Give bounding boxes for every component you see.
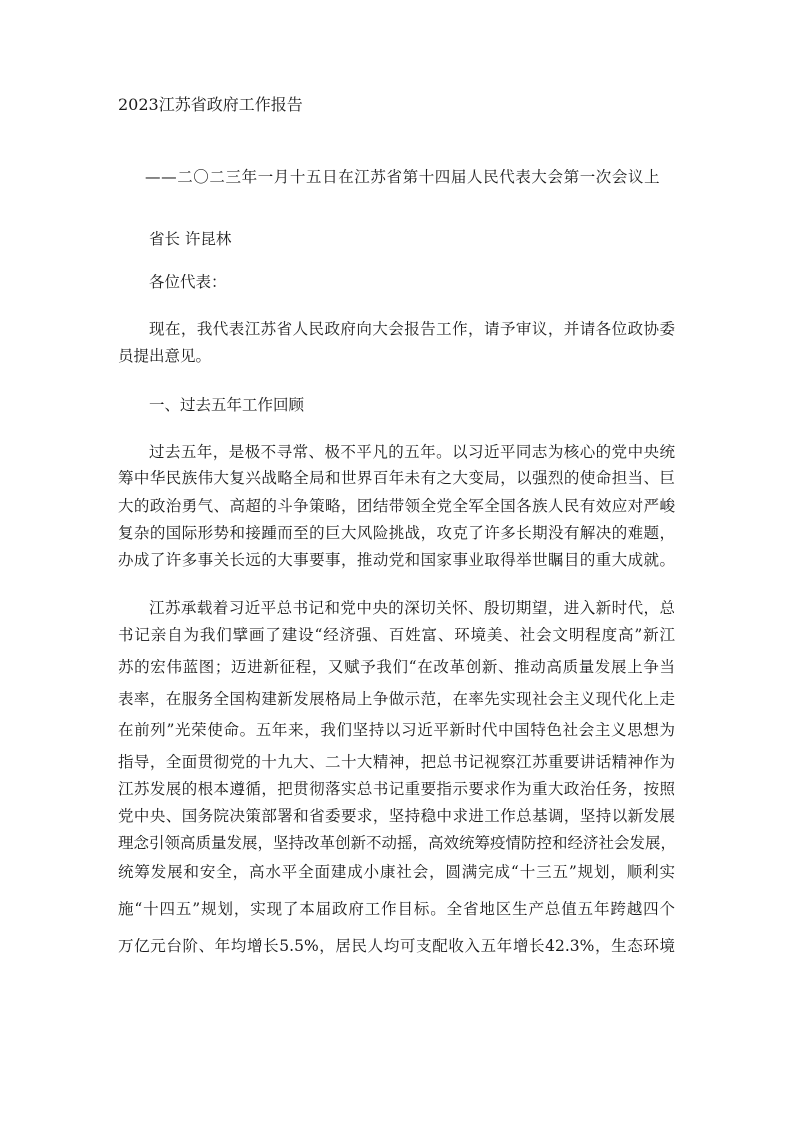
paragraph2-line: 江苏承载着习近平总书记和党中央的深切关怀、殷切期望，进入新时代，总 <box>149 599 675 617</box>
paragraph1-line: 大的政治勇气、高超的斗争策略，团结带领全党全军全国各族人民有效应对严峻 <box>118 497 675 515</box>
paragraph2-line: 统筹发展和安全，高水平全面建成小康社会，圆满完成“十三五”规划，顺利实 <box>118 863 675 881</box>
paragraph2-line: 党中央、国务院决策部署和省委要求，坚持稳中求进工作总基调，坚持以新发展 <box>118 807 675 825</box>
document-title: 2023江苏省政府工作报告 <box>118 95 303 114</box>
section-heading: 一、过去五年工作回顾 <box>149 396 305 414</box>
document-subtitle: ——二〇二三年一月十五日在江苏省第十四届人民代表大会第一次会议上 <box>145 168 661 186</box>
paragraph1-line: 办成了许多事关长远的大事要事，推动党和国家事业取得举世瞩目的重大成就。 <box>118 551 675 569</box>
intro-line: 员提出意见。 <box>118 347 212 365</box>
paragraph2-line: 在前列”光荣使命。五年来，我们坚持以习近平新时代中国特色社会主义思想为 <box>118 721 675 739</box>
paragraph2-line: 江苏发展的根本遵循，把贯彻落实总书记重要指示要求作为重大政治任务，按照 <box>118 780 675 798</box>
salutation: 各位代表： <box>149 273 227 291</box>
speaker-line: 省长 许昆林 <box>149 230 232 248</box>
paragraph2-line: 万亿元台阶、年均增长5.5%，居民人均可支配收入五年增长42.3%，生态环境 <box>118 937 675 955</box>
paragraph2-line: 指导，全面贯彻党的十九大、二十大精神，把总书记视察江苏重要讲话精神作为 <box>118 753 675 771</box>
paragraph2-line: 表率，在服务全国构建新发展格局上争做示范，在率先实现社会主义现代化上走 <box>118 690 675 708</box>
paragraph2-line: 施“十四五”规划，实现了本届政府工作目标。全省地区生产总值五年跨越四个 <box>118 900 675 918</box>
paragraph2-line: 苏的宏伟蓝图；迈进新征程，又赋予我们“在改革创新、推动高质量发展上争当 <box>118 658 675 676</box>
paragraph1-line: 复杂的国际形势和接踵而至的巨大风险挑战，攻克了许多长期没有解决的难题， <box>118 524 675 542</box>
paragraph2-line: 理念引领高质量发展，坚持改革创新不动摇，高效统筹疫情防控和经济社会发展， <box>118 834 677 852</box>
intro-line: 现在，我代表江苏省人民政府向大会报告工作，请予审议，并请各位政协委 <box>149 320 675 338</box>
paragraph1-line: 过去五年，是极不寻常、极不平凡的五年。以习近平同志为核心的党中央统 <box>149 443 675 461</box>
paragraph1-line: 筹中华民族伟大复兴战略全局和世界百年未有之大变局，以强烈的使命担当、巨 <box>118 469 675 487</box>
paragraph2-line: 书记亲自为我们擘画了建设“经济强、百姓富、环境美、社会文明程度高”新江 <box>118 626 675 644</box>
